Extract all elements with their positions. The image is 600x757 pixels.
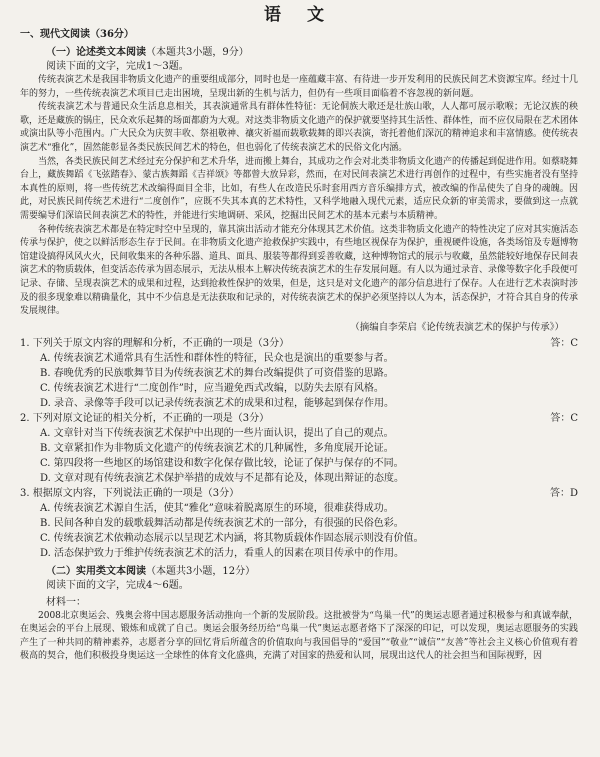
passage-paragraph: 各种传统表演艺术都是在特定时空中呈现的，靠其演出活动才能充分体现其艺术价值。这类非物质文化遗产的特性决定了应对其实施活态传承与保护，使之以鲜活形态生存于民间。在非物质文化遗产抢救保护实践中，有些地区视保存为保护，重视硬件设施，各类场馆及专题博物馆建设搞得风风火火，民间收集来的各种乐器、道具、面具、服装等都得到妥善收藏，这种博物馆式的展示与收藏，虽然能较好地保存民间表演艺术的物质载体，但变活态传承为固态展示，无法从根本上解决传统表演艺术的生存发展问题。有人以为通过录音、录像等数字化手段便可记录、存储、呈现表演艺术的成果和过程，达到抢救性保护的效果，但是，这只是对文化遗产的部分信息进行了保存。人在进行艺术表演时涉及的很多现象难以精确量化，其中不少信息是无法获取和记录的，对传统表演艺术的保护必须坚持以人为本，活态保护，才符合其自身的传承发展规律。 [20, 224, 579, 317]
passage-paragraph: 传统表演艺术与普通民众生活息息相关，其表演通常具有群体性特征：无论侗族大歌还是壮族山歌，人人都可展示歌喉；无论汉族的秧歌，还是藏族的锅庄，民众欢乐起舞的场面都蔚为大观。对这类非物质文化遗产的保护就要坚持其生活性、群体性，而不应仅局限在艺术团体或演出队等小范围内。广大民众为庆贺丰收、祭祖敬神、禳灾祈福而载歌载舞的即兴表演，寄托着他们深沉的精神追求和丰富情感。使传统表演艺术“雅化”，固然能彰显各类民族民间艺术的特色，但也弱化了传统表演艺术的民俗文化内涵。 [20, 102, 579, 153]
option: A. 传统表演艺术源自生活，使其“雅化”意味着脱离原生的环境，很难获得成功。 [40, 502, 394, 514]
option: B. 民间各种自发的载歌载舞活动都是传统表演艺术的一部分，有很强的民俗色彩。 [40, 517, 404, 529]
option: C. 传统表演艺术进行“二度创作”时，应当避免西式改编，以防失去原有风格。 [40, 382, 384, 394]
question-3-stem: 3. 根据原文内容，下列说法正确的一项是（3分） 答：D [20, 487, 578, 499]
part2-heading: （二）实用类文本阅读（本题共3小题，12分） [46, 565, 256, 577]
part1-instruction: 阅读下面的文字，完成1～3题。 [46, 61, 189, 72]
option: B. 文章紧扣作为非物质文化遗产的传统表演艺术的几种属性，多角度展开论证。 [40, 442, 394, 454]
option: C. 第四段将一些地区的场馆建设和数字化保存做比较，论证了保护与保存的不同。 [40, 457, 404, 469]
part2-meta: （本题共3小题，12分） [146, 565, 256, 577]
passage-source: （摘编自李荣启《论传统表演艺术的保护与传承》） [350, 321, 564, 333]
passage-paragraph: 传统表演艺术是我国非物质文化遗产的重要组成部分，同时也是一座蕴藏丰富、有待进一步开发利用的民族民间艺术资源宝库。经过十几年的努力，一些传统表演艺术项目已走出困境，呈现出新的生机与活力，但仍有一些项目面临着不容忽视的新问题。 [20, 75, 579, 99]
question-1-stem: 1. 下列关于原文内容的理解和分析，不正确的一项是（3分） 答：C [20, 337, 578, 349]
part1-heading: （一）论述类文本阅读（本题共3小题，9分） [46, 47, 249, 58]
question-2-stem: 2. 下列对原文论证的相关分析，不正确的一项是（3分） 答：C [20, 412, 578, 424]
option: A. 传统表演艺术通常具有生活性和群体性的特征，民众也是演出的重要参与者。 [40, 352, 394, 364]
question-3-answer: 答：D [549, 487, 578, 499]
option: A. 文章针对当下传统表演艺术保护中出现的一些片面认识，提出了自己的观点。 [40, 427, 394, 439]
option: D. 活态保护致力于维护传统表演艺术的活力，看重人的因素在项目传承中的作用。 [40, 547, 405, 559]
material-paragraph: 2008北京奥运会、残奥会将中国志愿服务活动推向一个新的发展阶段。这批被誉为“鸟巢一代”的奥运志愿者通过积极参与和真诚奉献，在奥运会的平台上展现、锻炼和成就了自己。奥运会服务经历给“鸟巢一代”奥运志愿者烙下了深深的印记，可以发现，奥运志愿服务的实践产生了一种共同的精神素养，志愿者分享的回忆背后所蕴含的价值取向与我国倡导的“爱国”“敬业”“诚信”“友善”等社会主义核心价值观有着极高的契合，他们积极投身奥运这一全球性的体育文化盛典，充满了对国家的热爱和认同，展现出这代人的社会担当和国际视野，因 [20, 610, 578, 662]
part1-meta: （本题共3小题，9分） [146, 47, 249, 58]
passage-paragraph: 当然，各类民族民间艺术经过充分保护和艺术升华，进而搬上舞台，其成功之作会对北类非物质文化遗产的传播起到促进作用。如蔡晓舞台上，藏族舞蹈《飞弦踏春》、蒙古族舞蹈《吉祥颂》等都曾大放异彩，然而，在对民间表演艺术进行再创作的过程中，有些实施者没有坚持本真性的原则，将一些传统艺术改编得面目全非，比如，有些人在改造民乐时套用西方音乐编排方式，被改编的作品使失了自身的魂魄。因此，对民族民间传统艺术进行“二度创作”，应既不失其本真的艺术特性，又科学地融入现代元素，适应民众新的审美需求，要做到这一点就需要编导们深谙民间表演艺术的特性，并能进行实地调研、采风，挖掘出民间艺术的基本元素与本质精神。 [20, 156, 579, 221]
option: C. 传统表演艺术依赖动态展示以呈现艺术内涵，将其物质载体作固态展示则没有价值。 [40, 532, 424, 544]
option: D. 录音、录像等手段可以记录传统表演艺术的成果和过程，能够起到保存作用。 [40, 397, 395, 409]
option: D. 文章对现有传统表演艺术保护举措的成效与不足都有论及，体现出辩证的态度。 [40, 472, 405, 484]
section-heading: 一、现代文阅读（36分） [20, 29, 134, 40]
option: B. 春晚优秀的民族歌舞节目为传统表演艺术的舞台改编提供了可资借鉴的思路。 [40, 367, 394, 379]
part2-instruction: 阅读下面的文字，完成4～6题。 [46, 579, 189, 591]
page-title: 语 文 [264, 5, 334, 25]
question-2-answer: 答：C [550, 412, 578, 424]
question-1-answer: 答：C [550, 337, 578, 349]
material-label: 材料一： [46, 596, 86, 608]
